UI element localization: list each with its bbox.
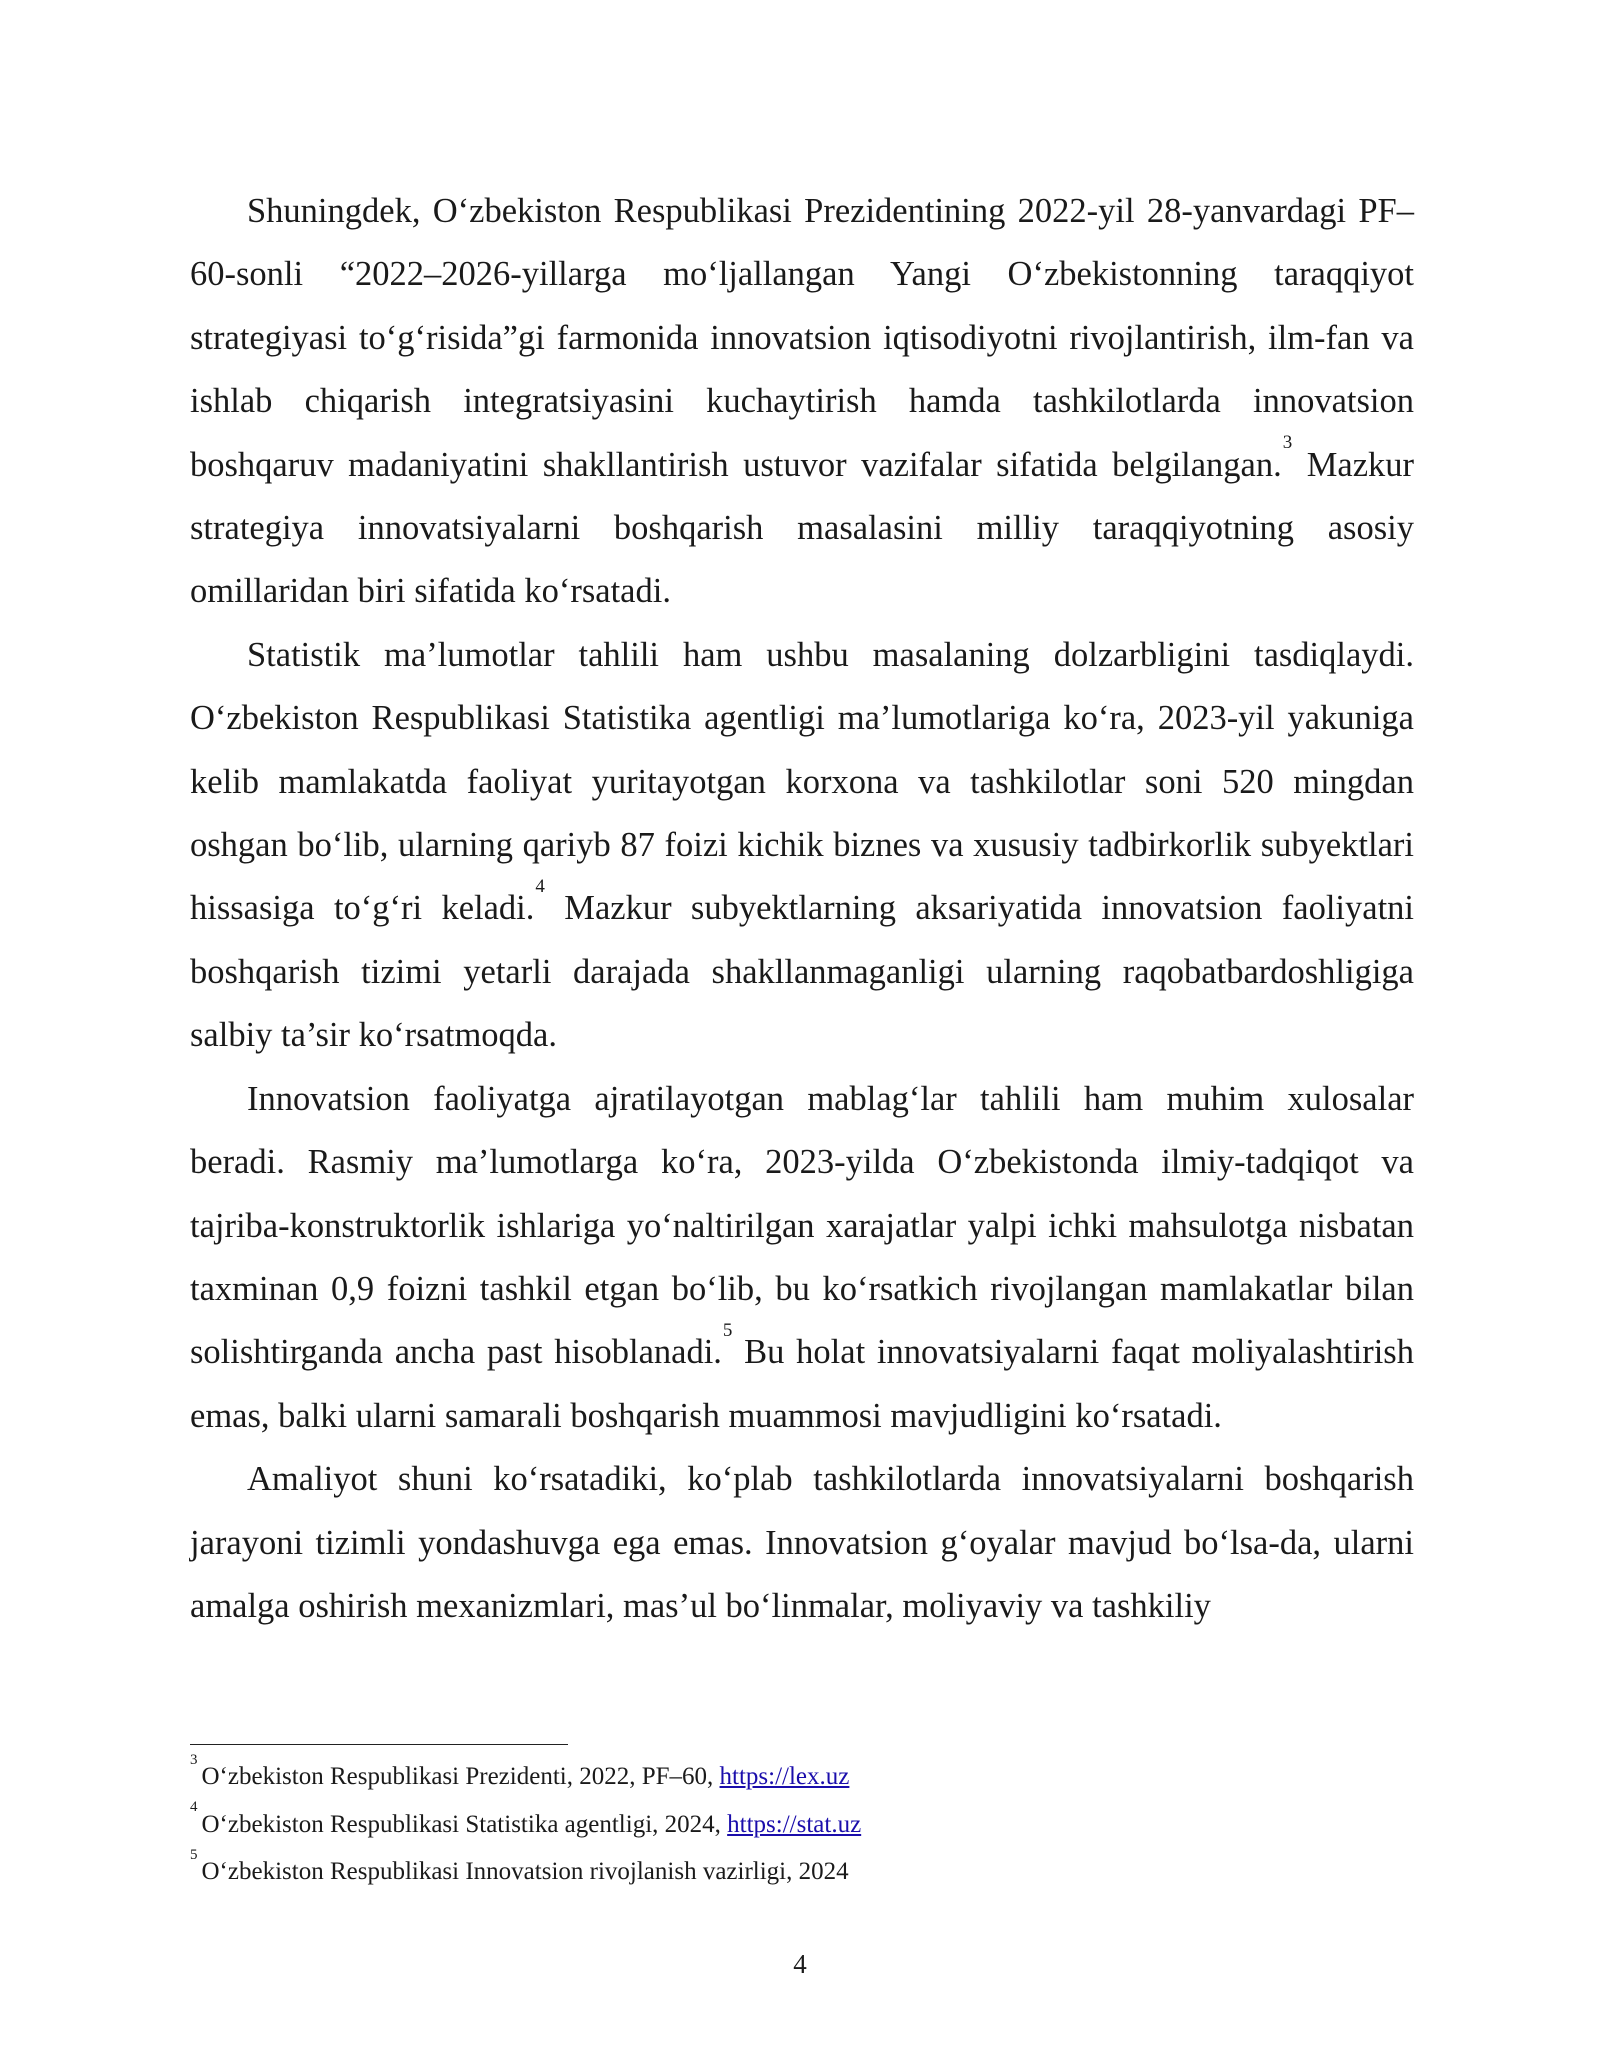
footnote-reference: 5 (722, 1319, 733, 1341)
footnote-link[interactable]: https://lex.uz (719, 1763, 850, 1790)
paragraph (190, 180, 1414, 624)
footnote-reference: 3 (1282, 432, 1293, 454)
paragraph-text: Mazkur strategiya innovatsiyalarni boshqarish masalasini milliy taraqqiyotning asosiy omillaridan biri sifatida koʻrsatadi. (190, 445, 1414, 611)
paragraph-text: Statistik ma’lumotlar tahlili ham ushbu masalaning dolzarbligini tasdiqlaydi. Oʻzbekiston Respublikasi Statistika agentligi ma’lumotlariga koʻra, 2023-yil yakuniga kelib mamlakatda faoliyat yuritayotgan korxona va tashkilotlar soni 520 mingdan oshgan boʻlib, ularning qariyb 87 foizi kichik biznes va xususiy tadbirkorlik subyektlari hissasiga toʻgʻri keladi. (190, 635, 1414, 928)
footnote-mark: 3 (190, 1751, 198, 1768)
paragraph-text: Innovatsion faoliyatga ajratilayotgan mablagʻlar tahlili ham muhim xulosalar beradi. Rasmiy ma’lumotlarga koʻra, 2023-yilda Oʻzbekistonda ilmiy-tadqiqot va tajriba-konstruktorlik ishlariga yoʻnaltirilgan xarajatlar yalpi ichki mahsulotga nisbatan taxminan 0,9 foizni tashkil etgan boʻlib, bu koʻrsatkich rivojlangan mamlakatlar bilan solishtirganda ancha past hisoblanadi. (190, 1079, 1414, 1372)
paragraph (190, 1068, 1414, 1448)
body-text (190, 180, 1414, 1638)
paragraph (190, 624, 1414, 1068)
footnote-separator (190, 1744, 568, 1745)
footnote-text: Oʻzbekiston Respublikasi Prezidenti, 2022, PF–60, (201, 1763, 720, 1790)
paragraph-text: Amaliyot shuni koʻrsatadiki, koʻplab tashkilotlarda innovatsiyalarni boshqarish jarayoni tizimli yondashuvga ega emas. Innovatsion gʻoyalar mavjud boʻlsa-da, ularni amalga oshirish mexanizmlari, mas’ul boʻlinmalar, moliyaviy va tashkiliy (190, 1460, 1414, 1625)
footnote (190, 1753, 1414, 1801)
page-number: 4 (793, 1949, 807, 1979)
paragraph-text: Bu holat innovatsiyalarni faqat moliyalashtirish emas, balki ularni samarali boshqarish muammosi mavjudligini koʻrsatadi. (190, 1333, 1414, 1435)
footnote-mark: 4 (190, 1799, 198, 1816)
footnote (190, 1801, 1414, 1849)
paragraph-text: Mazkur subyektlarning aksariyatida innovatsion faoliyatni boshqarish tizimi yetarli darajada shakllanmaganligi ularning raqobatbardoshligiga salbiy ta’sir koʻrsatmoqda. (190, 889, 1414, 1055)
footnotes (190, 1753, 1414, 1896)
footnote-reference: 4 (535, 875, 545, 897)
footnote-text: Oʻzbekiston Respublikasi Statistika agentligi, 2024, (201, 1810, 728, 1838)
footnote-text: Oʻzbekiston Respublikasi Innovatsion rivojlanish vazirligi, 2024 (201, 1858, 849, 1885)
footnote-link[interactable]: https://stat.uz (727, 1810, 862, 1838)
paragraph-text: Shuningdek, Oʻzbekiston Respublikasi Prezidentining 2022-yil 28-yanvardagi PF–60-sonli “2022–2026-yillarga moʻljallangan Yangi Oʻzbekistonning taraqqiyot strategiyasi toʻgʻrisida”gi farmonida innovatsion iqtisodiyotni rivojlantirish, ilm-fan va ishlab chiqarish integratsiyasini kuchaytirish hamda tashkilotlarda innovatsion boshqaruv madaniyatini shakllantirish ustuvor vazifalar sifatida belgilangan. (190, 192, 1414, 484)
footnote-mark: 5 (190, 1846, 198, 1863)
footnote (190, 1848, 1414, 1896)
paragraph (190, 1448, 1414, 1638)
